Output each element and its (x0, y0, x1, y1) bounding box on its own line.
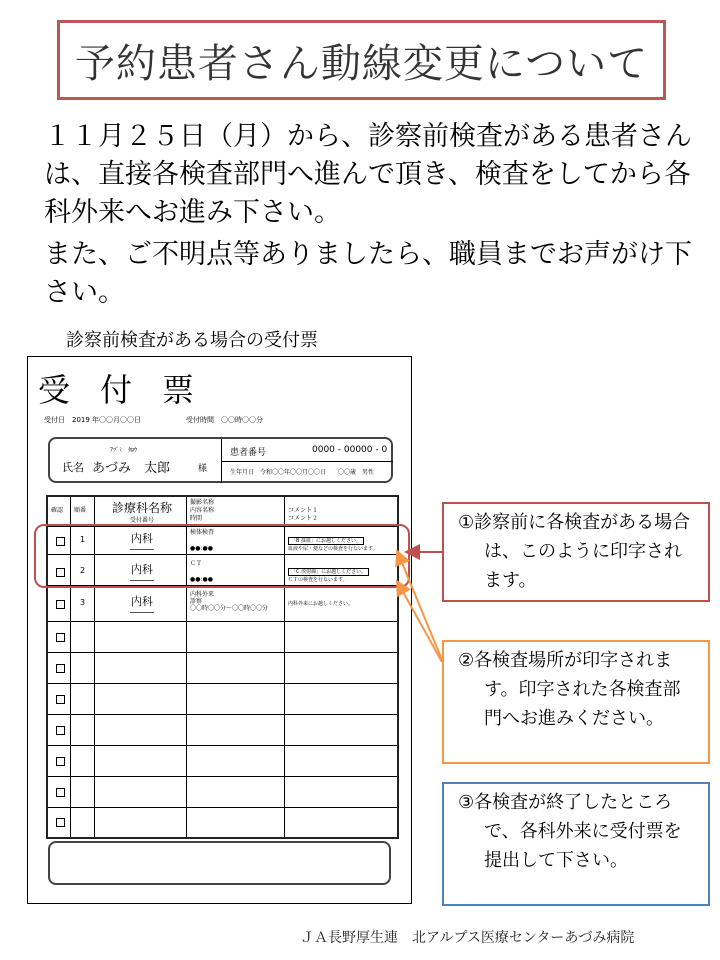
intro-paragraph-1: １１月２５日（月）から、診察前検査がある患者さんは、直接各検査部門へ進んで頂き、検査をしてから各科外来へお進み下さい。 (44, 121, 692, 228)
arrow-note2-a (398, 553, 442, 660)
row-dept: 内科 (131, 532, 153, 545)
arrow-note2-b (398, 583, 442, 662)
row-comment2: 血液や尿・便などの検査を行ないます。 (288, 546, 378, 552)
note-1: ①診察前に各検査がある場合は、このように印字されます。 (442, 502, 710, 602)
patient-name: あづみ 太郎 (92, 461, 171, 476)
header-check: 確認 (51, 507, 64, 514)
ticket-caption: 診察前検査がある場合の受付票 (66, 330, 318, 351)
header-order: 順番 (74, 507, 87, 514)
row-time: ●●:●● (190, 545, 213, 552)
row-number: 1 (80, 535, 86, 544)
ticket-title: 受付票 (38, 371, 225, 409)
header-reception-no: 受付番号 (129, 517, 154, 524)
header-dept: 診療科名称 (111, 501, 172, 515)
header-comment: コメント１ コメント２ (288, 507, 319, 522)
row-number: 2 (80, 566, 86, 575)
row-number: 3 (80, 598, 86, 607)
patient-id: 0000 - 00000 - 0 (312, 445, 388, 455)
row-comment1: 「C 放射線」にお越しください。 (288, 568, 369, 576)
row-dept: 内科 (131, 595, 153, 608)
row-comment2: ＣＴの検査を行ないます。 (288, 577, 348, 583)
row-dept: 内科 (131, 563, 153, 576)
header-exam: 撮影名称 内容名称 時間 (190, 499, 215, 522)
ticket-time: 受付時間 〇〇時〇〇分 (186, 416, 263, 424)
row-exam: 内科外来 診察 〇〇時〇〇分～〇〇時〇〇分 (190, 591, 269, 612)
note-3: ③各検査が終了したところで、各科外来に受付票を提出して下さい。 (442, 782, 710, 906)
intro-paragraph-2: また、ご不明点等ありましたら、職員までお声がけ下さい。 (44, 239, 692, 308)
footer-credit: ＪＡ長野厚生連 北アルプス医療センターあづみ病院 (300, 930, 635, 946)
name-label: 氏名 (62, 461, 84, 474)
page-title: 予約患者さん動線変更について (74, 40, 649, 87)
patient-id-label: 患者番号 (230, 448, 267, 458)
row-exam: 検体検査 (190, 529, 215, 536)
row-time: ●●:●● (190, 576, 213, 583)
furigana: ｱﾂﾞﾐ ﾀﾛｳ (110, 447, 138, 454)
row-comment1: 内科外来にお越しください。 (288, 601, 354, 607)
ticket-date: 受付日 2019 年〇〇月〇〇日 (44, 416, 142, 424)
row-exam: ＣＴ (190, 560, 203, 567)
honorific: 様 (198, 464, 208, 474)
note-2: ②各検査場所が印字されます。印字された各検査部門へお進みください。 (442, 640, 710, 764)
row-comment1: 「B 採血」にお越しください。 (288, 537, 364, 545)
birth-info: 生年月日 令和〇〇年〇〇月〇〇日 〇〇歳 男性 (230, 469, 375, 476)
